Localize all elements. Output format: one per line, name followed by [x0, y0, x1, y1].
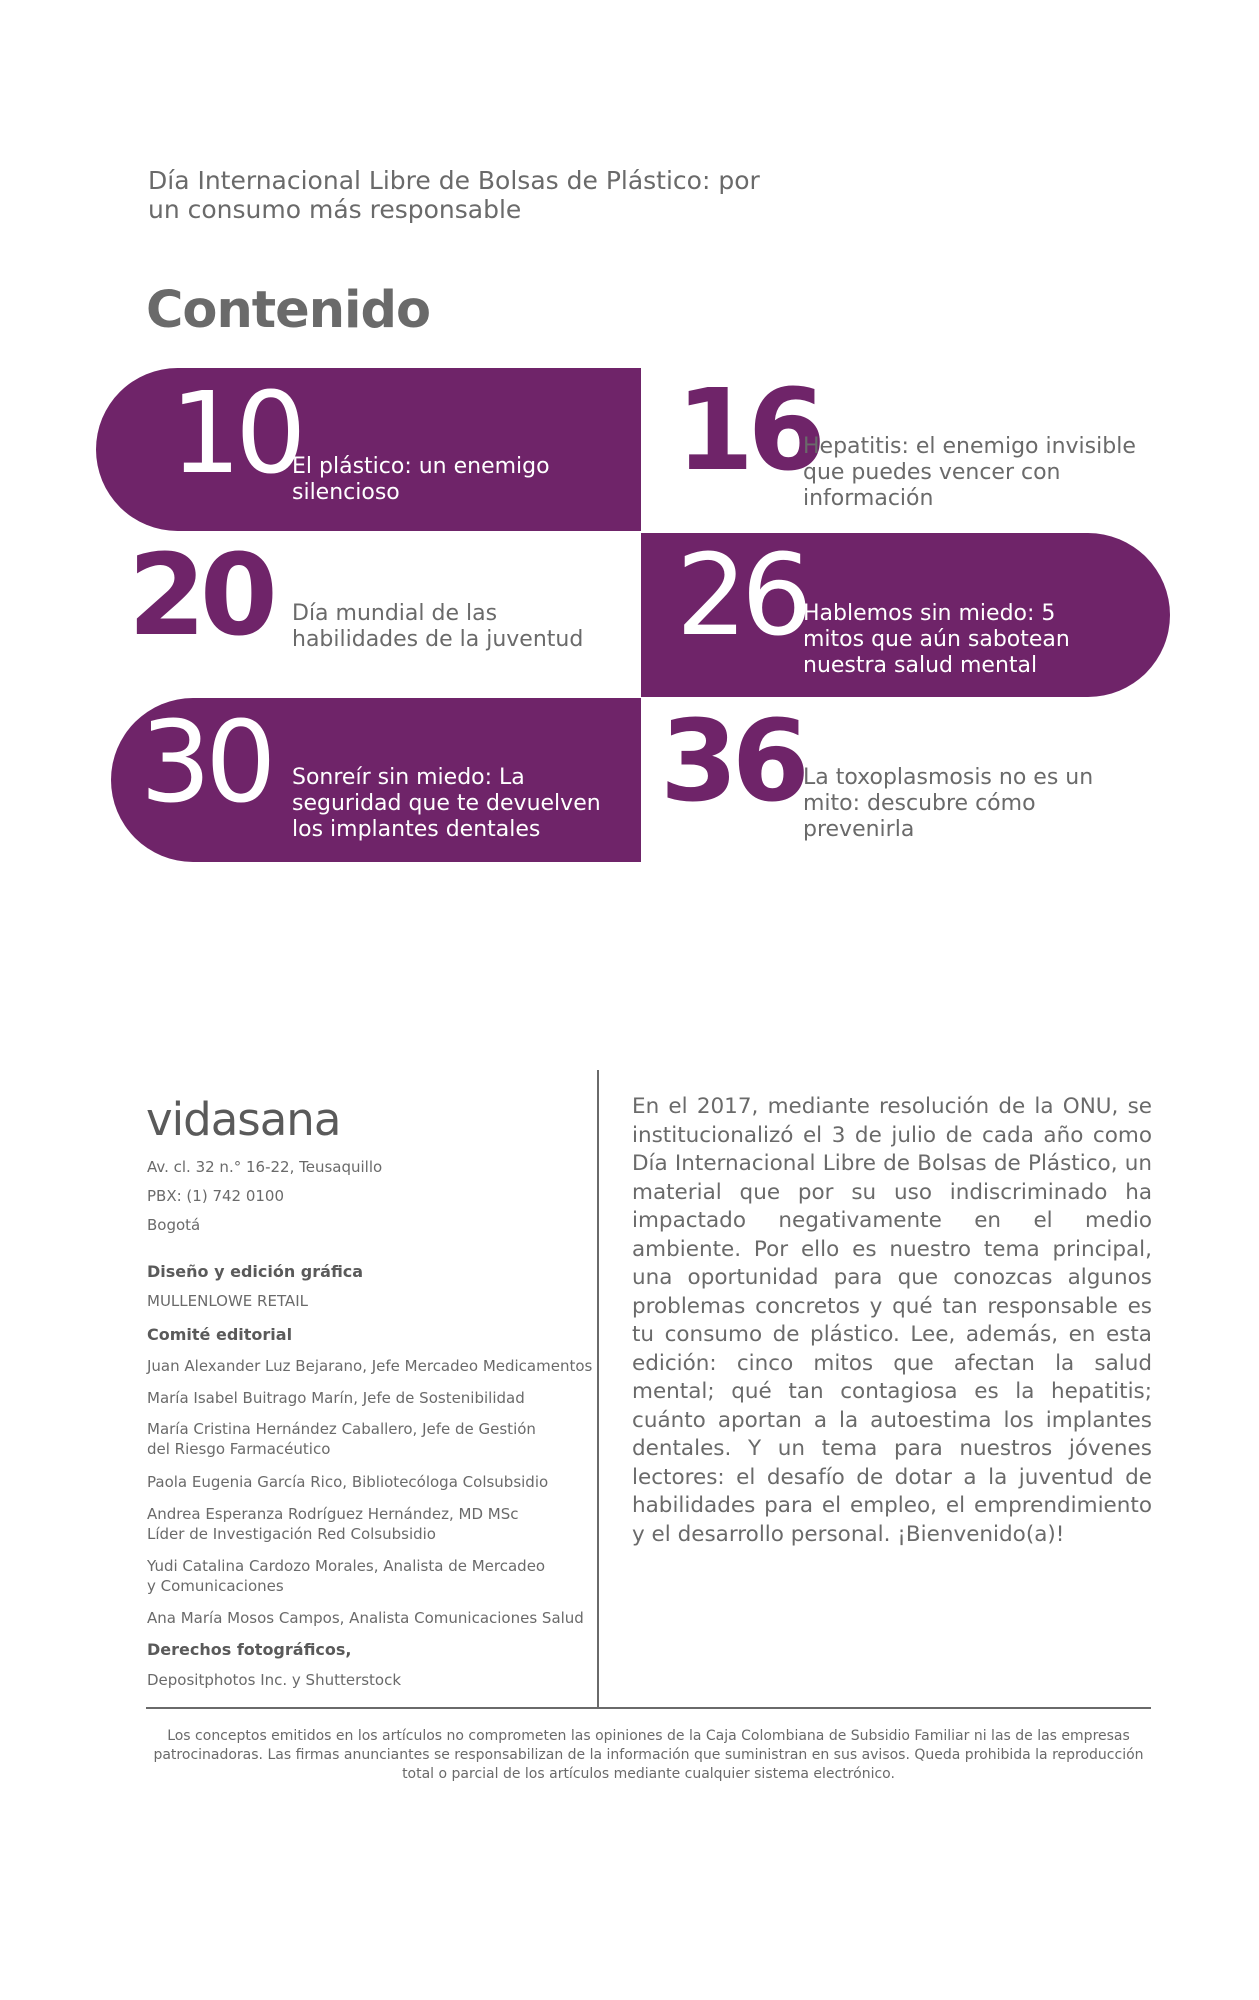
- committee-member: María Isabel Buitrago Marín, Jefe de Sostenibilidad: [147, 1389, 525, 1407]
- toc-entry-title[interactable]: Hablemos sin miedo: 5 mitos que aún sabotean nuestra salud mental: [803, 601, 1070, 678]
- toc-page-number[interactable]: 30: [140, 698, 271, 828]
- phone: PBX: (1) 742 0100: [147, 1187, 285, 1205]
- toc-entry-title[interactable]: El plástico: un enemigo silencioso: [292, 454, 550, 505]
- toc-entry-title[interactable]: Día mundial de las habilidades de la juventud: [292, 601, 584, 652]
- toc-entry-title[interactable]: La toxoplasmosis no es un mito: descubre cómo prevenirla: [803, 765, 1094, 842]
- toc-page-number[interactable]: 36: [660, 697, 804, 827]
- toc-page-number[interactable]: 20: [128, 531, 272, 661]
- committee-member: Ana María Mosos Campos, Analista Comunicaciones Salud: [147, 1609, 584, 1627]
- column-divider: [597, 1070, 599, 1708]
- address: Av. cl. 32 n.° 16-22, Teusaquillo: [147, 1158, 383, 1176]
- toc-page-number[interactable]: 16: [676, 366, 820, 496]
- committee-member: Yudi Catalina Cardozo Morales, Analista de Mercadeo y Comunicaciones: [147, 1557, 546, 1595]
- toc-entry-title[interactable]: Hepatitis: el enemigo invisible que puedes vencer con información: [803, 434, 1136, 511]
- toc-page-number[interactable]: 10: [170, 369, 301, 499]
- design-value: MULLENLOWE RETAIL: [147, 1292, 308, 1310]
- committee-member: Juan Alexander Luz Bejarano, Jefe Mercadeo Medicamentos: [147, 1357, 593, 1375]
- photo-value: Depositphotos Inc. y Shutterstock: [147, 1671, 402, 1689]
- footer-divider: [146, 1707, 1151, 1709]
- committee-member: María Cristina Hernández Caballero, Jefe de Gestión del Riesgo Farmacéutico: [147, 1420, 536, 1458]
- city: Bogotá: [147, 1216, 201, 1234]
- photo-label: Derechos fotográficos,: [147, 1640, 352, 1659]
- editorial-text: En el 2017, mediante resolución de la ONU, se institucionalizó el 3 de julio de cada año como Día Internacional Libre de Bolsas de Plástico, un material que por su uso indiscriminado ha impactado negativamente en el medio ambiente. Por ello es nuestro tema principal, una oportunidad para que conozcas algunos problemas concretos y qué tan responsable es tu consumo de plástico. Lee, además, en esta edición: cinco mitos que afectan la salud mental; qué tan contagiosa es la hepatitis; cuánto aportan a la autoestima los implantes dentales. Y un tema para nuestros jóvenes lectores: el desafío de dotar a la juventud de habilidades para el empleo, el emprendimiento y el desarrollo personal. ¡Bienvenido(a)!: [632, 1094, 1152, 1547]
- committee-label: Comité editorial: [147, 1325, 293, 1344]
- brand-logo: vidasana: [146, 1093, 341, 1146]
- issue-subtitle: Día Internacional Libre de Bolsas de Plástico: por un consumo más responsable: [148, 166, 760, 224]
- toc-heading: Contenido: [146, 281, 431, 340]
- toc-entry-title[interactable]: Sonreír sin miedo: La seguridad que te devuelven los implantes dentales: [292, 765, 601, 842]
- design-label: Diseño y edición gráfica: [147, 1262, 364, 1281]
- toc-page-number[interactable]: 26: [676, 531, 807, 661]
- committee-member: Paola Eugenia García Rico, Bibliotecóloga Colsubsidio: [147, 1473, 549, 1491]
- committee-member: Andrea Esperanza Rodríguez Hernández, MD MSc Líder de Investigación Red Colsubsidio: [147, 1505, 519, 1543]
- disclaimer: Los conceptos emitidos en los artículos no comprometen las opiniones de la Caja Colombiana de Subsidio Familiar ni las de las empresas patrocinadoras. Las firmas anunciantes se responsabilizan de la información que suministran en sus avisos. Queda prohibida la reproducción total o parcial de los artículos mediante cualquier sistema electrónico.: [153, 1728, 1144, 1782]
